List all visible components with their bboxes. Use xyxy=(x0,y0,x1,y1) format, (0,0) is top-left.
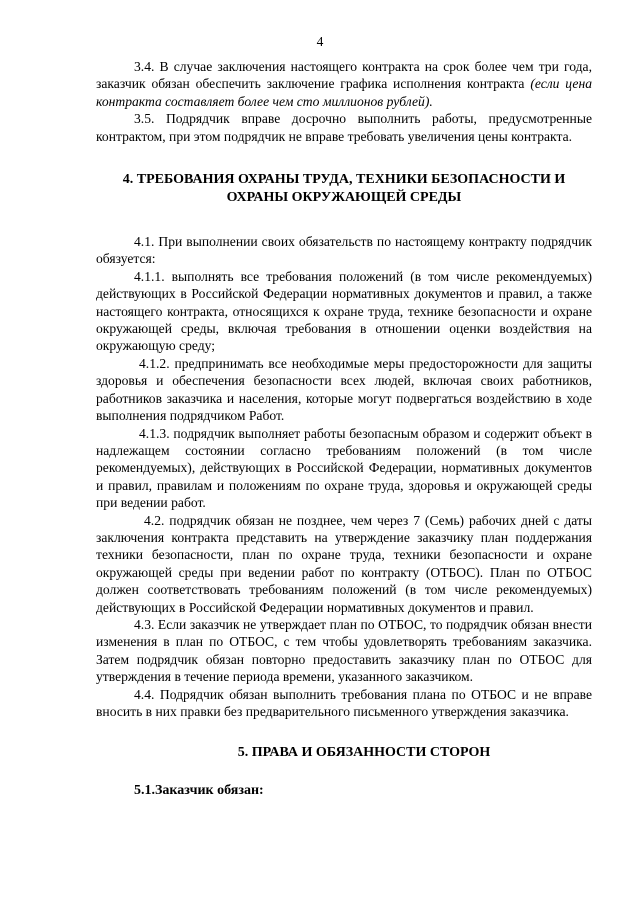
page-number: 4 xyxy=(316,34,324,49)
subsection-5-1-heading: 5.1.Заказчик обязан: xyxy=(134,783,264,799)
paragraph-4-2: 4.2. подрядчик обязан не позднее, чем через 7 (Семь) рабочих дней с даты заключения контракта представить на утверждение заказчику план поддержания техники безопасности, план по охране труда, техники безопасности и охране окружающей среды при ведении работ по контракту (ОТБОС). План по ОТБОС должен соответствовать требованиям положений (в том числе рекомендуемых) действующих в Российской Федерации нормативных документов и правил. xyxy=(96,512,592,615)
section-4-heading: 4. ТРЕБОВАНИЯ ОХРАНЫ ТРУДА, ТЕХНИКИ БЕЗОПАСНОСТИ И ОХРАНЫ ОКРУЖАЮЩЕЙ СРЕДЫ xyxy=(122,172,566,206)
paragraph-4-1: 4.1. При выполнении своих обязательств по настоящему контракту подрядчик обязуется: xyxy=(96,234,592,267)
paragraph-3-4 xyxy=(96,58,592,110)
paragraph-4-3: 4.3. Если заказчик не утверждает план по ОТБОС, то подрядчик обязан внести изменения в план по ОТБОС, с тем чтобы удовлетворять требованиям заказчика. Затем подрядчик обязан повторно предоставить заказчику план по ОТБОС для утверждения в течение периода времени, указанного заказчиком. xyxy=(96,616,592,685)
paragraph-4-4: 4.4. Подрядчик обязан выполнить требования плана по ОТБОС и не вправе вносить в них правки без предварительного письменного утверждения заказчика. xyxy=(96,686,592,719)
paragraph-3-4-note: (если цена контракта составляет более чем сто миллионов рублей). xyxy=(96,76,592,109)
paragraph-4-1-1: 4.1.1. выполнять все требования положений (в том числе рекомендуемых) действующих в Российской Федерации нормативных документов и правил, а также настоящего контракта, относящихся к охране труда, технике безопасности и охране окружающей среды, включая требования в отношении оценки воздействия на окружающую среду; xyxy=(96,268,592,354)
paragraph-4-1-3: 4.1.3. подрядчик выполняет работы безопасным образом и содержит объект в надлежащем состоянии согласно требованиям положений (в том числе рекомендуемых), действующих в Российской Федерации, нормативных документов и правил, правилам и положениям по охране труда, здоровья и окружающей среды при ведении работ. xyxy=(96,425,592,511)
document-body xyxy=(96,58,592,800)
section-5-heading: 5. ПРАВА И ОБЯЗАННОСТИ СТОРОН xyxy=(237,745,491,761)
paragraph-3-4-text: 3.4. В случае заключения настоящего контракта на срок более чем три года, заказчик обязан обеспечить заключение графика исполнения контракта xyxy=(96,59,592,92)
paragraph-4-1-2: 4.1.2. предпринимать все необходимые меры предосторожности для защиты здоровья и обеспечения безопасности всех людей, включая своих работников, работников заказчика и населения, которые могут подвергаться воздействию в ходе выполнения подрядчиком Работ. xyxy=(96,355,592,424)
paragraph-3-5: 3.5. Подрядчик вправе досрочно выполнить работы, предусмотренные контрактом, при этом подрядчик не вправе требовать увеличения цены контракта. xyxy=(96,111,592,144)
